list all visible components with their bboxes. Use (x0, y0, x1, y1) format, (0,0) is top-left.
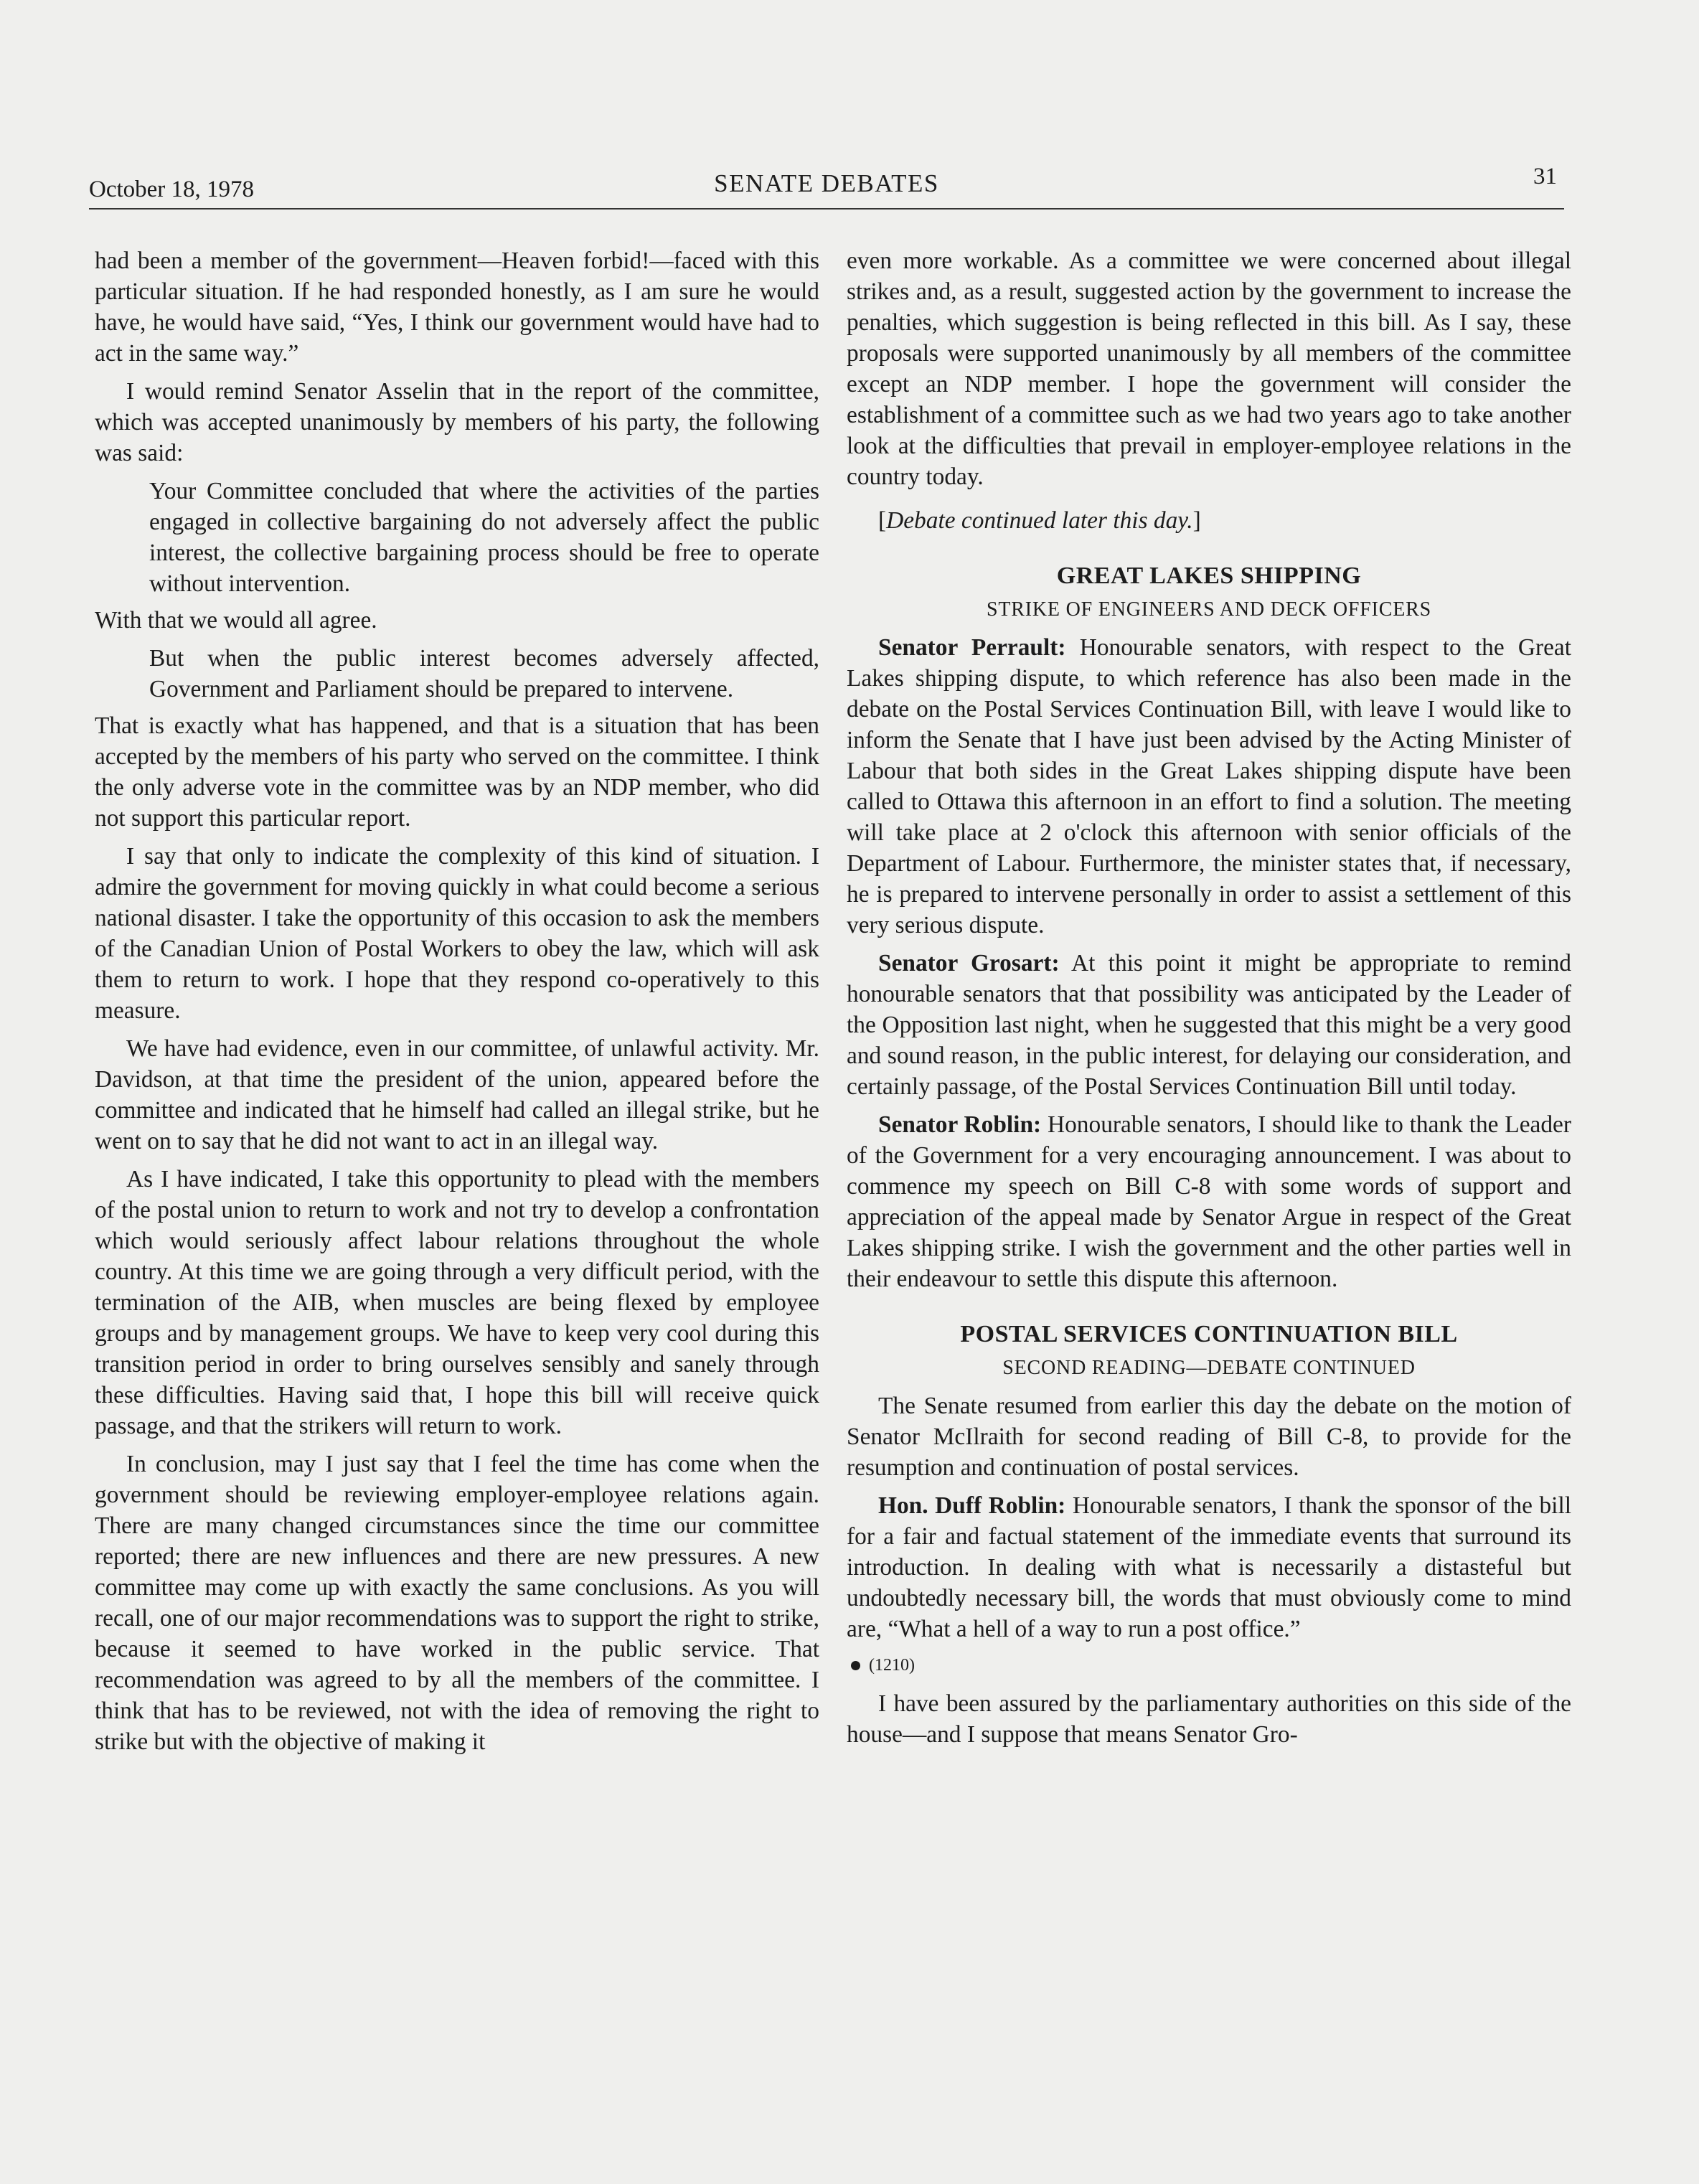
paragraph: We have had evidence, even in our committee, of unlawful activity. Mr. Davidson, at that time the president of the union, appeared before the committee and indicated that he himself had called an illegal strike, but he went on to say that he did not want to act in an illegal way. (95, 1035, 819, 1154)
section-subheading: SECOND READING—DEBATE CONTINUED (1002, 1357, 1416, 1379)
speaker-name: Hon. Duff Roblin: (878, 1492, 1066, 1519)
speech-text: Honourable senators, I should like to thank the Leader of the Government for a very encouraging announcement. I was about to commence my speech on Bill C-8 with some words of support and appreciation of the appeal made by Senator Argue in respect of the Great Lakes shipping strike. I wish the government and the other parties well in their endeavour to settle this dispute this afternoon. (847, 1111, 1571, 1292)
section-heading: GREAT LAKES SHIPPING (1056, 563, 1362, 589)
paragraph: I have been assured by the parliamentary authorities on this side of the house—and I suppose that means Senator Gro- (847, 1690, 1571, 1748)
speaker-name: Senator Grosart: (878, 950, 1060, 976)
speech-paragraph (847, 948, 1571, 1102)
paragraph: even more workable. As a committee we were concerned about illegal strikes and, as a result, suggested action by the government to increase the penalties, which suggestion is being reflected in this bill. As I say, these proposals were supported unanimously by all members of the committee except an NDP member. I hope the government will consider the establishment of a committee such as we had two years ago to take another look at the difficulties that prevail in employer-employee relations in the country today. (847, 248, 1571, 490)
paragraph: That is exactly what has happened, and that is a situation that has been accepted by the members of his party who served on the committee. I think the only adverse vote in the committee was by an NDP member, who did not support this particular report. (95, 712, 819, 832)
header-title: SENATE DEBATES (714, 169, 939, 197)
right-column (847, 245, 1571, 1750)
speaker-name: Senator Perrault: (878, 634, 1066, 661)
time-marker (847, 1650, 1571, 1681)
paragraph: The Senate resumed from earlier this day the debate on the motion of Senator McIlraith for second reading of Bill C-8, to provide for the resumption and continuation of postal services. (847, 1393, 1571, 1481)
block-quote: Your Committee concluded that where the activities of the parties engaged in collective bargaining do not adversely affect the public interest, the collective bargaining process should be free to operate without intervention. (149, 478, 819, 597)
paragraph: had been a member of the government—Heaven forbid!—faced with this particular situation. If he had responded honestly, as I am sure he would have, he would have said, “Yes, I think our government would have had to act in the same way.” (95, 248, 819, 367)
speech-paragraph (847, 1109, 1571, 1294)
editorial-note: [Debate continued later this day.] (878, 507, 1201, 534)
header-date: October 18, 1978 (89, 176, 255, 202)
speech-text: Honourable senators, with respect to the Great Lakes shipping dispute, to which reference has also been made in the debate on the Postal Services Continuation Bill, with leave I would like to inform the Senate that I have just been advised by the Acting Minister of Labour that both sides in the Great Lakes shipping dispute have been called to Ottawa this afternoon in an effort to find a solution. The meeting will take place at 2 o'clock this afternoon with senior officials of the Department of Labour. Furthermore, the minister states that, if necessary, he is prepared to intervene personally in order to assist a settlement of this very serious dispute. (847, 634, 1571, 938)
editorial-note-text: Debate continued later this day. (886, 507, 1193, 534)
speech-paragraph (847, 1490, 1571, 1644)
section-subheading: STRIKE OF ENGINEERS AND DECK OFFICERS (987, 598, 1431, 621)
block-quote: But when the public interest becomes adversely affected, Government and Parliament should be prepared to intervene. (149, 645, 819, 702)
header-rule (89, 208, 1564, 210)
page-number: 31 (1533, 164, 1557, 189)
time-marker-text: (1210) (869, 1656, 915, 1675)
bullet-icon (851, 1661, 860, 1670)
paragraph: In conclusion, may I just say that I feel the time has come when the government should be reviewing employer-employee relations again. There are many changed circumstances since the time our committee reported; there are new influences and there are new pressures. A new committee may come up with exactly the same conclusions. As you will recall, one of our major recommendations was to support the right to strike, because it seemed to have worked in the public service. That recommendation was agreed to by all the members of the committee. I think that has to be reviewed, not with the idea of removing the right to strike but with the objective of making it (95, 1451, 819, 1755)
speech-paragraph (847, 632, 1571, 941)
speech-text: At this point it might be appropriate to remind honourable senators that that possibility was anticipated by the Leader of the Opposition last night, when he suggested that this might be a very good and sound reason, in the public interest, for delaying our consideration, and certainly passage, of the Postal Services Continuation Bill until today. (847, 950, 1571, 1100)
left-column (95, 245, 819, 1757)
page-header (89, 159, 1564, 210)
paragraph: As I have indicated, I take this opportunity to plead with the members of the postal union to return to work and not try to develop a confrontation which would seriously affect labour relations throughout the whole country. At this time we are going through a very difficult period, with the termination of the AIB, when muscles are being flexed by employee groups and by management groups. We have to keep very cool during this transition period in order to bring ourselves sensibly and sanely through these difficulties. Having said that, I hope this bill will receive quick passage, and that the strikers will return to work. (95, 1166, 819, 1439)
section-heading: POSTAL SERVICES CONTINUATION BILL (960, 1321, 1458, 1347)
paragraph: I say that only to indicate the complexity of this kind of situation. I admire the government for moving quickly in what could become a serious national disaster. I take the opportunity of this occasion to ask the members of the Canadian Union of Postal Workers to obey the law, which will ask them to return to work. I hope that they respond co-operatively to this measure. (95, 843, 819, 1024)
paragraph: With that we would all agree. (95, 607, 377, 634)
paragraph: I would remind Senator Asselin that in the report of the committee, which was accepted unanimously by members of his party, the following was said: (95, 378, 819, 466)
speech-text: Honourable senators, I thank the sponsor of the bill for a fair and factual statement of the immediate events that surround its introduction. In dealing with what is necessarily a distasteful but undoubtedly necessary bill, the words that must obviously come to mind are, “What a hell of a way to run a post office.” (847, 1492, 1571, 1642)
speaker-name: Senator Roblin: (878, 1111, 1042, 1138)
